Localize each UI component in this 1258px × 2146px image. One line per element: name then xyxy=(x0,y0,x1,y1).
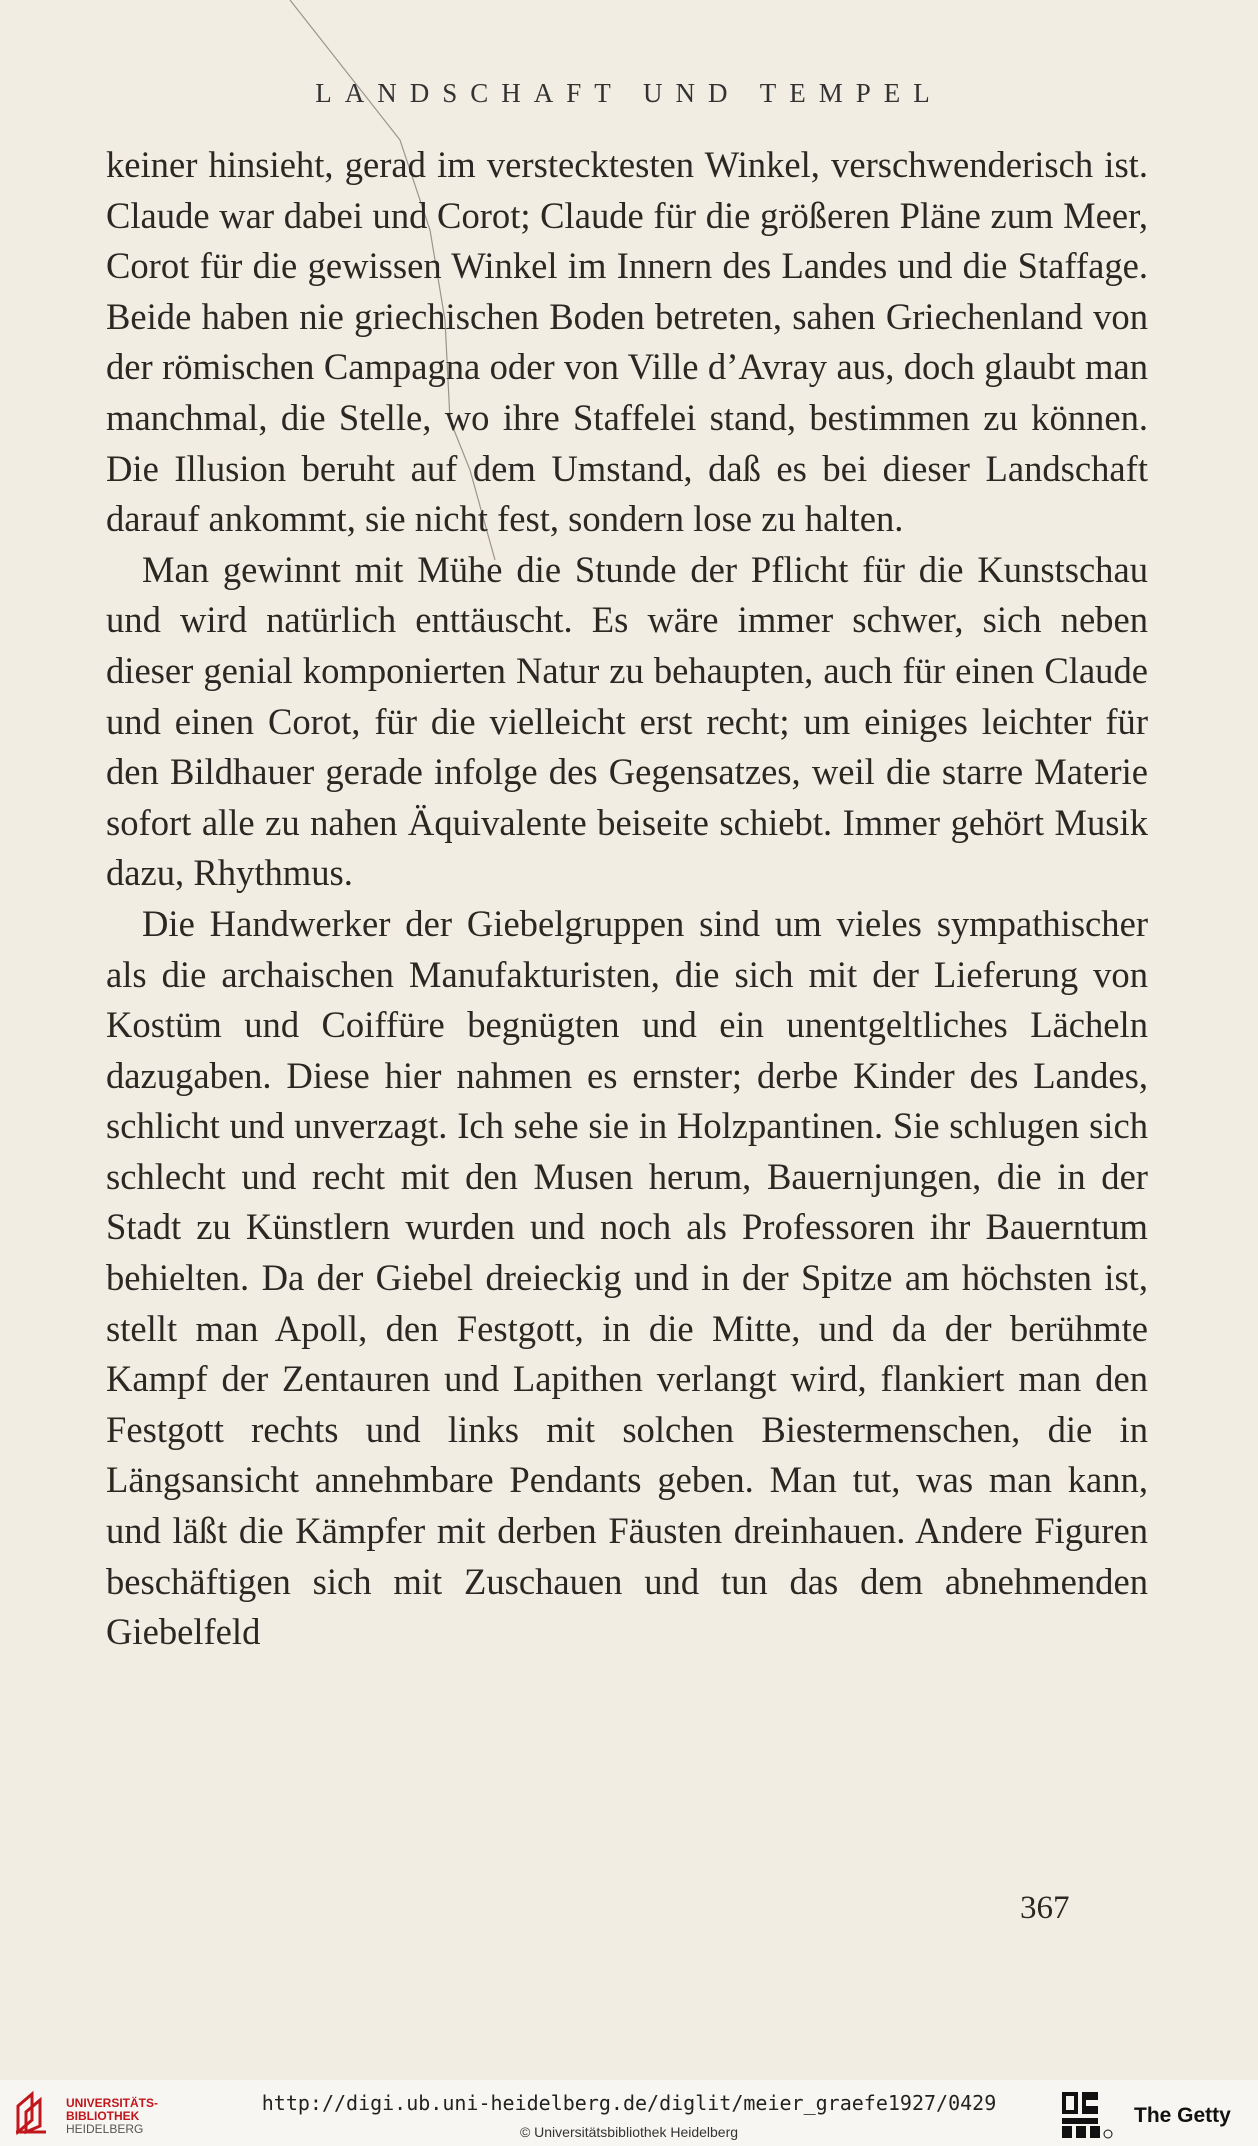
body-text xyxy=(106,140,1148,1658)
library-line-1: UNIVERSITÄTS- xyxy=(66,2096,159,2110)
library-line-2: BIBLIOTHEK xyxy=(66,2109,140,2123)
paragraph-3: Die Handwerker der Giebelgruppen sind um vieles sympathischer als die archaischen Manufakturisten, die sich mit der Lieferung von Kostüm und Coiffüre begnügten und ein unentgeltliches Lächeln dazugaben. Diese hier nahmen es ernster; derbe Kinder des Landes, schlicht und unverzagt. Ich sehe sie in Holzpantinen. Sie schlugen sich schlecht und recht mit den Musen herum, Bauernjungen, die in der Stadt zu Künstlern wurden und noch als Professoren ihr Bauerntum behielten. Da der Giebel dreieckig und in der Spitze am höchsten ist, stellt man Apoll, den Festgott, in die Mitte, und da der berühmte Kampf der Zentauren und Lapithen verlangt wird, flankiert man den Festgott rechts und links mit solchen Biestermenschen, die in Längsansicht annehmbare Pendants geben. Man tut, was man kann, und läßt die Kämpfer mit derben Fäusten dreinhauen. Andere Figuren beschäftigen sich mit Zuschauen und tun das dem abnehmenden Giebelfeld xyxy=(106,902,1148,1653)
getty-logo-icon xyxy=(1060,2090,1118,2140)
page-number: 367 xyxy=(1020,1890,1070,1926)
paragraph-1: keiner hinsieht, gerad im verstecktesten Winkel, verschwenderisch ist. Claude war dabei und Corot; Claude für die größeren Pläne zum Meer, Corot für die gewissen Winkel im Innern des Landes und die Staffage. Beide haben nie griechischen Boden betreten, sahen Griechenland von der römischen Campagna oder von Ville d’Avray aus, doch glaubt man manchmal, die Stelle, wo ihre Staffelei stand, bestimmen zu können. Die Illusion beruht auf dem Umstand, daß es bei dieser Landschaft darauf ankommt, sie nicht fest, sondern lose zu halten. xyxy=(106,144,1148,540)
copyright-notice: © Universitätsbibliothek Heidelberg xyxy=(519,2124,739,2140)
paragraph-2: Man gewinnt mit Mühe die Stunde der Pflicht für die Kunstschau und wird natürlich enttäuscht. Es wäre immer schwer, sich neben dieser genial komponierten Natur zu behaupten, auch für einen Claude und einen Corot, für die vielleicht erst recht; um einiges leichter für den Bildhauer gerade infolge des Gegensatzes, weil die starre Materie sofort alle zu nahen Äquivalente beiseite schiebt. Immer gehört Musik dazu, Rhythmus. xyxy=(106,548,1148,894)
running-header: LANDSCHAFT UND TEMPEL xyxy=(315,78,943,108)
getty-name: The Getty xyxy=(1134,2104,1231,2127)
library-line-3: HEIDELBERG xyxy=(66,2122,144,2136)
source-url-link[interactable]: http://digi.ub.uni-heidelberg.de/diglit/meier_graefe1927/0429 xyxy=(261,2091,997,2115)
